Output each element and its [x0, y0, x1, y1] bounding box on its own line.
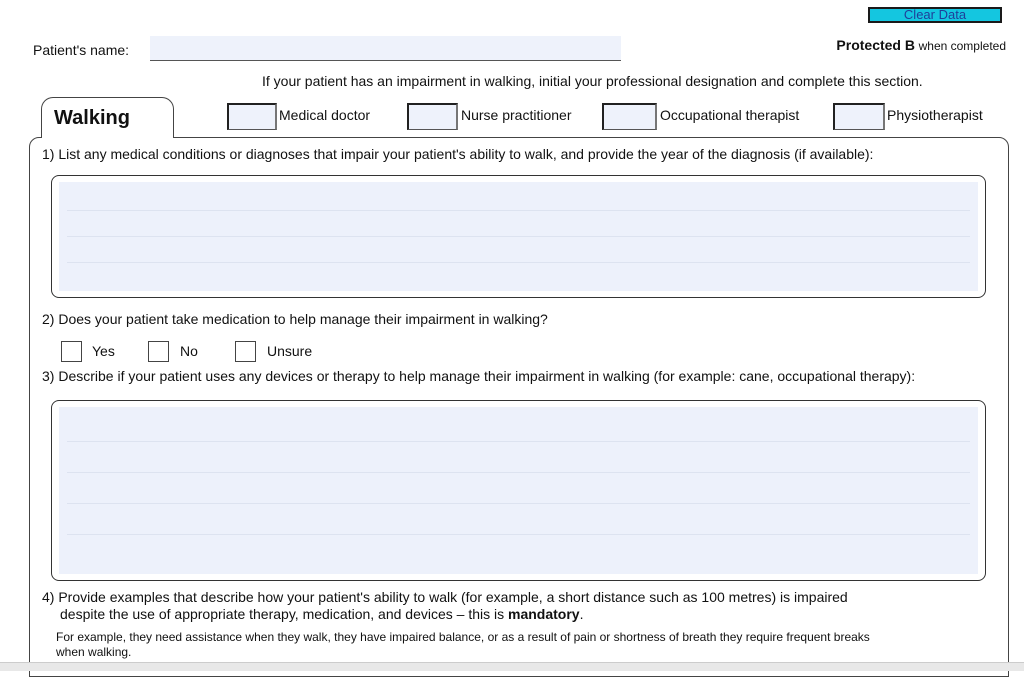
initials-physiotherapist-input[interactable]	[833, 103, 885, 130]
protected-b-suffix: when completed	[918, 39, 1006, 53]
patient-name-label: Patient's name:	[33, 42, 130, 58]
protected-b-notice	[836, 37, 1006, 53]
q3-answer-textarea[interactable]	[59, 407, 978, 574]
designation-medical-doctor-label: Medical doctor	[279, 107, 371, 123]
q2-unsure-checkbox[interactable]	[235, 341, 256, 362]
initials-occupational-therapist-input[interactable]	[602, 103, 657, 130]
question-4-period: .	[579, 606, 584, 622]
initials-nurse-practitioner-input[interactable]	[407, 103, 458, 130]
tab-frame-join	[42, 133, 173, 141]
question-1: 1) List any medical conditions or diagnoses that impair your patient's ability to walk, and provide the year of the diagnosis (if available):	[42, 146, 874, 162]
question-4-example-line-2: when walking.	[56, 645, 132, 659]
section-intro: If your patient has an impairment in walking, initial your professional designation and complete this section.	[262, 73, 923, 89]
question-4-line-2	[60, 606, 583, 622]
mandatory-label: mandatory	[508, 606, 580, 622]
patient-name-input[interactable]	[150, 36, 621, 61]
question-3: 3) Describe if your patient uses any devices or therapy to help manage their impairment in walking (for example: cane, occupational therapy):	[42, 368, 916, 384]
initials-medical-doctor-input[interactable]	[227, 103, 277, 130]
section-title: Walking	[54, 107, 130, 129]
question-4-line-1: 4) Provide examples that describe how your patient's ability to walk (for example, a short distance such as 100 metres) is impaired	[42, 589, 848, 605]
q1-answer-textarea[interactable]	[59, 182, 978, 291]
question-4-example-line-1: For example, they need assistance when they walk, they have impaired balance, or as a result of pain or shortness of breath they require frequent breaks	[56, 630, 870, 644]
q2-no-label: No	[180, 343, 198, 359]
designation-physiotherapist-label: Physiotherapist	[887, 107, 983, 123]
q2-yes-checkbox[interactable]	[61, 341, 82, 362]
q2-no-checkbox[interactable]	[148, 341, 169, 362]
q1-answer-box	[51, 175, 986, 298]
question-2: 2) Does your patient take medication to help manage their impairment in walking?	[42, 311, 548, 327]
q3-answer-box	[51, 400, 986, 581]
q2-yes-label: Yes	[92, 343, 115, 359]
question-4-text: despite the use of appropriate therapy, medication, and devices – this is	[60, 606, 505, 622]
protected-b-label: Protected B	[836, 37, 915, 53]
designation-occupational-therapist-label: Occupational therapist	[660, 107, 800, 123]
clear-data-button[interactable]: Clear Data	[868, 7, 1002, 23]
q2-unsure-label: Unsure	[267, 343, 313, 359]
designation-nurse-practitioner-label: Nurse practitioner	[461, 107, 572, 123]
